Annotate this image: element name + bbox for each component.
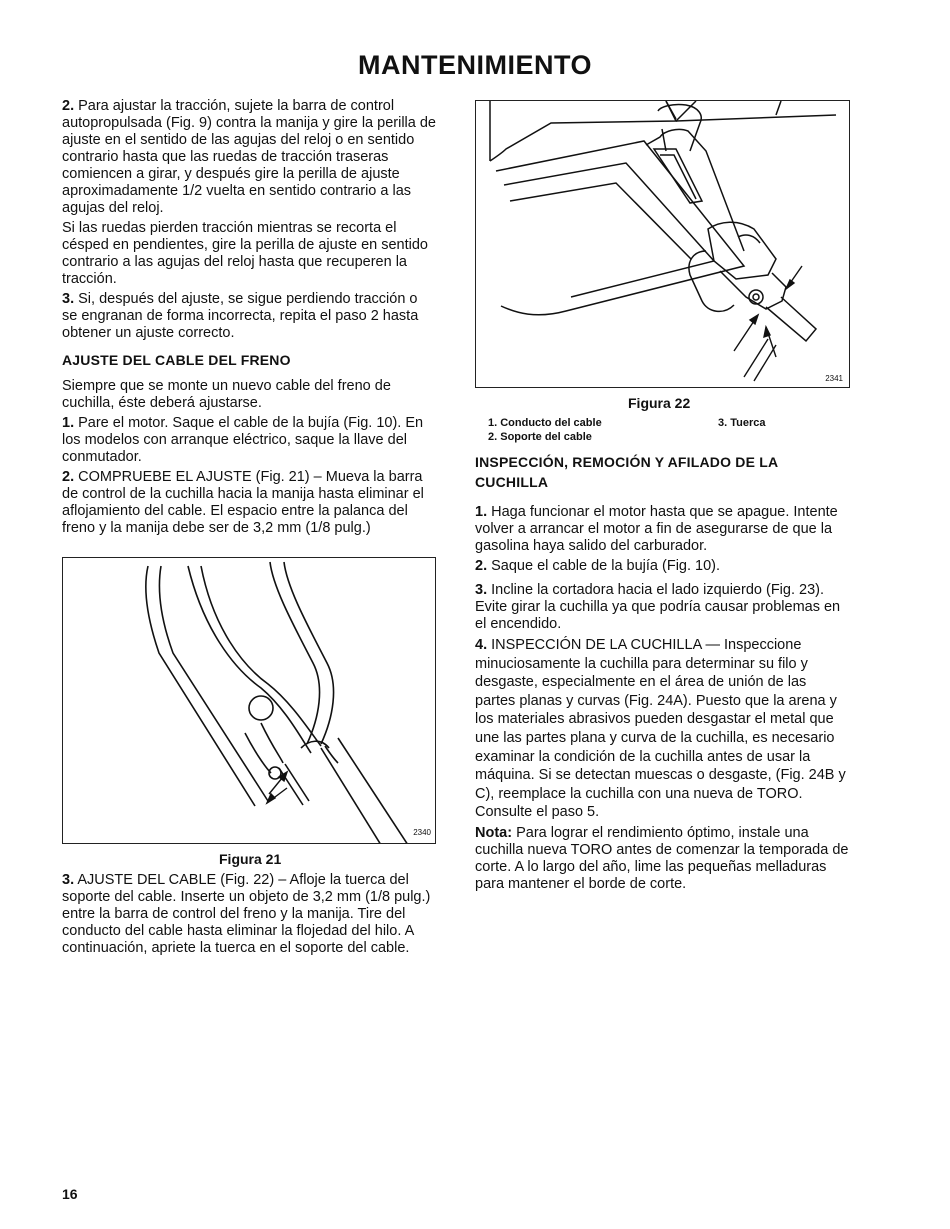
paragraph-blade-step-4 (475, 636, 850, 822)
step-number: 3. (475, 582, 488, 598)
paragraph-text: Haga funcionar el motor hasta que se apague. Intente volver a arrancar el motor a fin de asegurarse de que la gasolina haya salido del carburador. (475, 504, 838, 554)
paragraph-brake-step-1 (62, 415, 436, 466)
paragraph-text: Pare el motor. Saque el cable de la bujía (Fig. 10). En los modelos con arranque eléctrico, saque la llave del conmutador. (62, 415, 424, 465)
figure-22-illustration (475, 100, 850, 388)
paragraph-note (475, 825, 850, 893)
step-number: 2. (475, 558, 488, 574)
figure-21-illustration (62, 557, 436, 844)
paragraph-brake-intro: Siempre que se monte un nuevo cable del freno de cuchilla, éste deberá ajustarse. (62, 378, 391, 411)
paragraph-brake-step-3 (62, 872, 436, 957)
step-number: 3. (62, 291, 75, 307)
paragraph-brake-step-2 (62, 469, 436, 537)
paragraph-slopes: Si las ruedas pierden tracción mientras se recorta el césped en pendientes, gire la perilla de ajuste en sentido contrario a las agujas del reloj hasta que recuperen la tracción. (62, 220, 428, 287)
cable-bracket-drawing (476, 101, 850, 388)
paragraph-text: Para ajustar la tracción, sujete la barra de control autopropulsada (Fig. 9) contra la manija y gire la perilla de ajuste en el sentido de las agujas del reloj o en sentido contrario hasta que las ruedas de tracción traseras comiencen a girar, y después gire la perilla de ajuste aproximadamente 1/2 vuelta en sentido contrario a las agujas del reloj. (62, 98, 436, 216)
step-number: 3. (62, 872, 75, 888)
left-column-lower (62, 872, 436, 960)
paragraph-text: INSPECCIÓN DE LA CUCHILLA — Inspeccione minuciosamente la cuchilla para determinar su filo y desgaste, especialmente en el área de unión de las partes planas y curvas (Fig. 24A). Puesto que la arena y los materiales abrasivos pueden desgastar el metal que une las partes plana y curva de la cuchilla, es necesario examinar la condición de la cuchilla antes de usar la máquina. Si se detectan muescas o desgaste, (Fig. 24B y C), reemplace la cuchilla con una nueva de TORO. Consulte el paso 5. (475, 637, 846, 821)
paragraph-blade-step-1 (475, 504, 850, 555)
note-label: Nota: (475, 824, 513, 841)
step-number: 1. (475, 504, 488, 520)
figure-22-legend-2: 2. Soporte del cable (488, 431, 592, 443)
paragraph-blade-step-2 (475, 558, 850, 575)
figure-number: 2340 (413, 828, 431, 837)
figure-22-legend-3: 3. Tuerca (718, 417, 766, 429)
paragraph-step-2-traction (62, 98, 436, 217)
paragraph-text: AJUSTE DEL CABLE (Fig. 22) – Afloje la tuerca del soporte del cable. Inserte un objeto de 3,2 mm (1/8 pulg.) entre la barra de control del freno y la manija. Tire del conducto del cable hasta eliminar la flojedad del hilo. A continuación, apriete la tuerca en el soporte del cable. (62, 872, 431, 956)
step-number: 1. (62, 415, 75, 431)
figure-22-caption: Figura 22 (628, 395, 691, 411)
section-heading-brake-cable: AJUSTE DEL CABLE DEL FRENO (62, 352, 291, 368)
paragraph-text: Saque el cable de la bujía (Fig. 10). (487, 558, 721, 574)
section-heading-blade: INSPECCIÓN, REMOCIÓN Y AFILADO DE LA CUCHILLA (475, 454, 778, 490)
note-text: Para lograr el rendimiento óptimo, instale una cuchilla nueva TORO antes de comenzar la temporada de corte. A lo largo del año, lime las pequeñas melladuras para mantener el borde de corte. (475, 824, 849, 892)
left-column (62, 98, 436, 540)
page-title: MANTENIMIENTO (358, 50, 592, 80)
paragraph-text: Incline la cortadora hacia el lado izquierdo (Fig. 23). Evite girar la cuchilla ya que podría causar problemas en el encendido. (475, 582, 841, 632)
page-number: 16 (62, 1186, 78, 1202)
right-column (475, 452, 850, 896)
paragraph-step-3-traction (62, 291, 436, 342)
figure-21-caption: Figura 21 (219, 851, 282, 867)
paragraph-text: Si, después del ajuste, se sigue perdiendo tracción o se engranan de forma incorrecta, repita el paso 2 hasta obtener un ajuste correcto. (62, 291, 419, 341)
step-number: 2. (62, 469, 75, 485)
figure-22-legend-1: 1. Conducto del cable (488, 417, 602, 429)
step-number: 4. (475, 637, 488, 653)
figure-number: 2341 (825, 374, 843, 383)
brake-lever-drawing (63, 558, 436, 844)
paragraph-text: COMPRUEBE EL AJUSTE (Fig. 21) – Mueva la barra de control de la cuchilla hacia la manija hasta eliminar el aflojamiento del cable. El espacio entre la palanca del freno y la manija debe ser de 3,2 mm (1/8 pulg.) (62, 469, 424, 536)
step-number: 2. (62, 98, 75, 114)
paragraph-blade-step-3 (475, 582, 850, 633)
